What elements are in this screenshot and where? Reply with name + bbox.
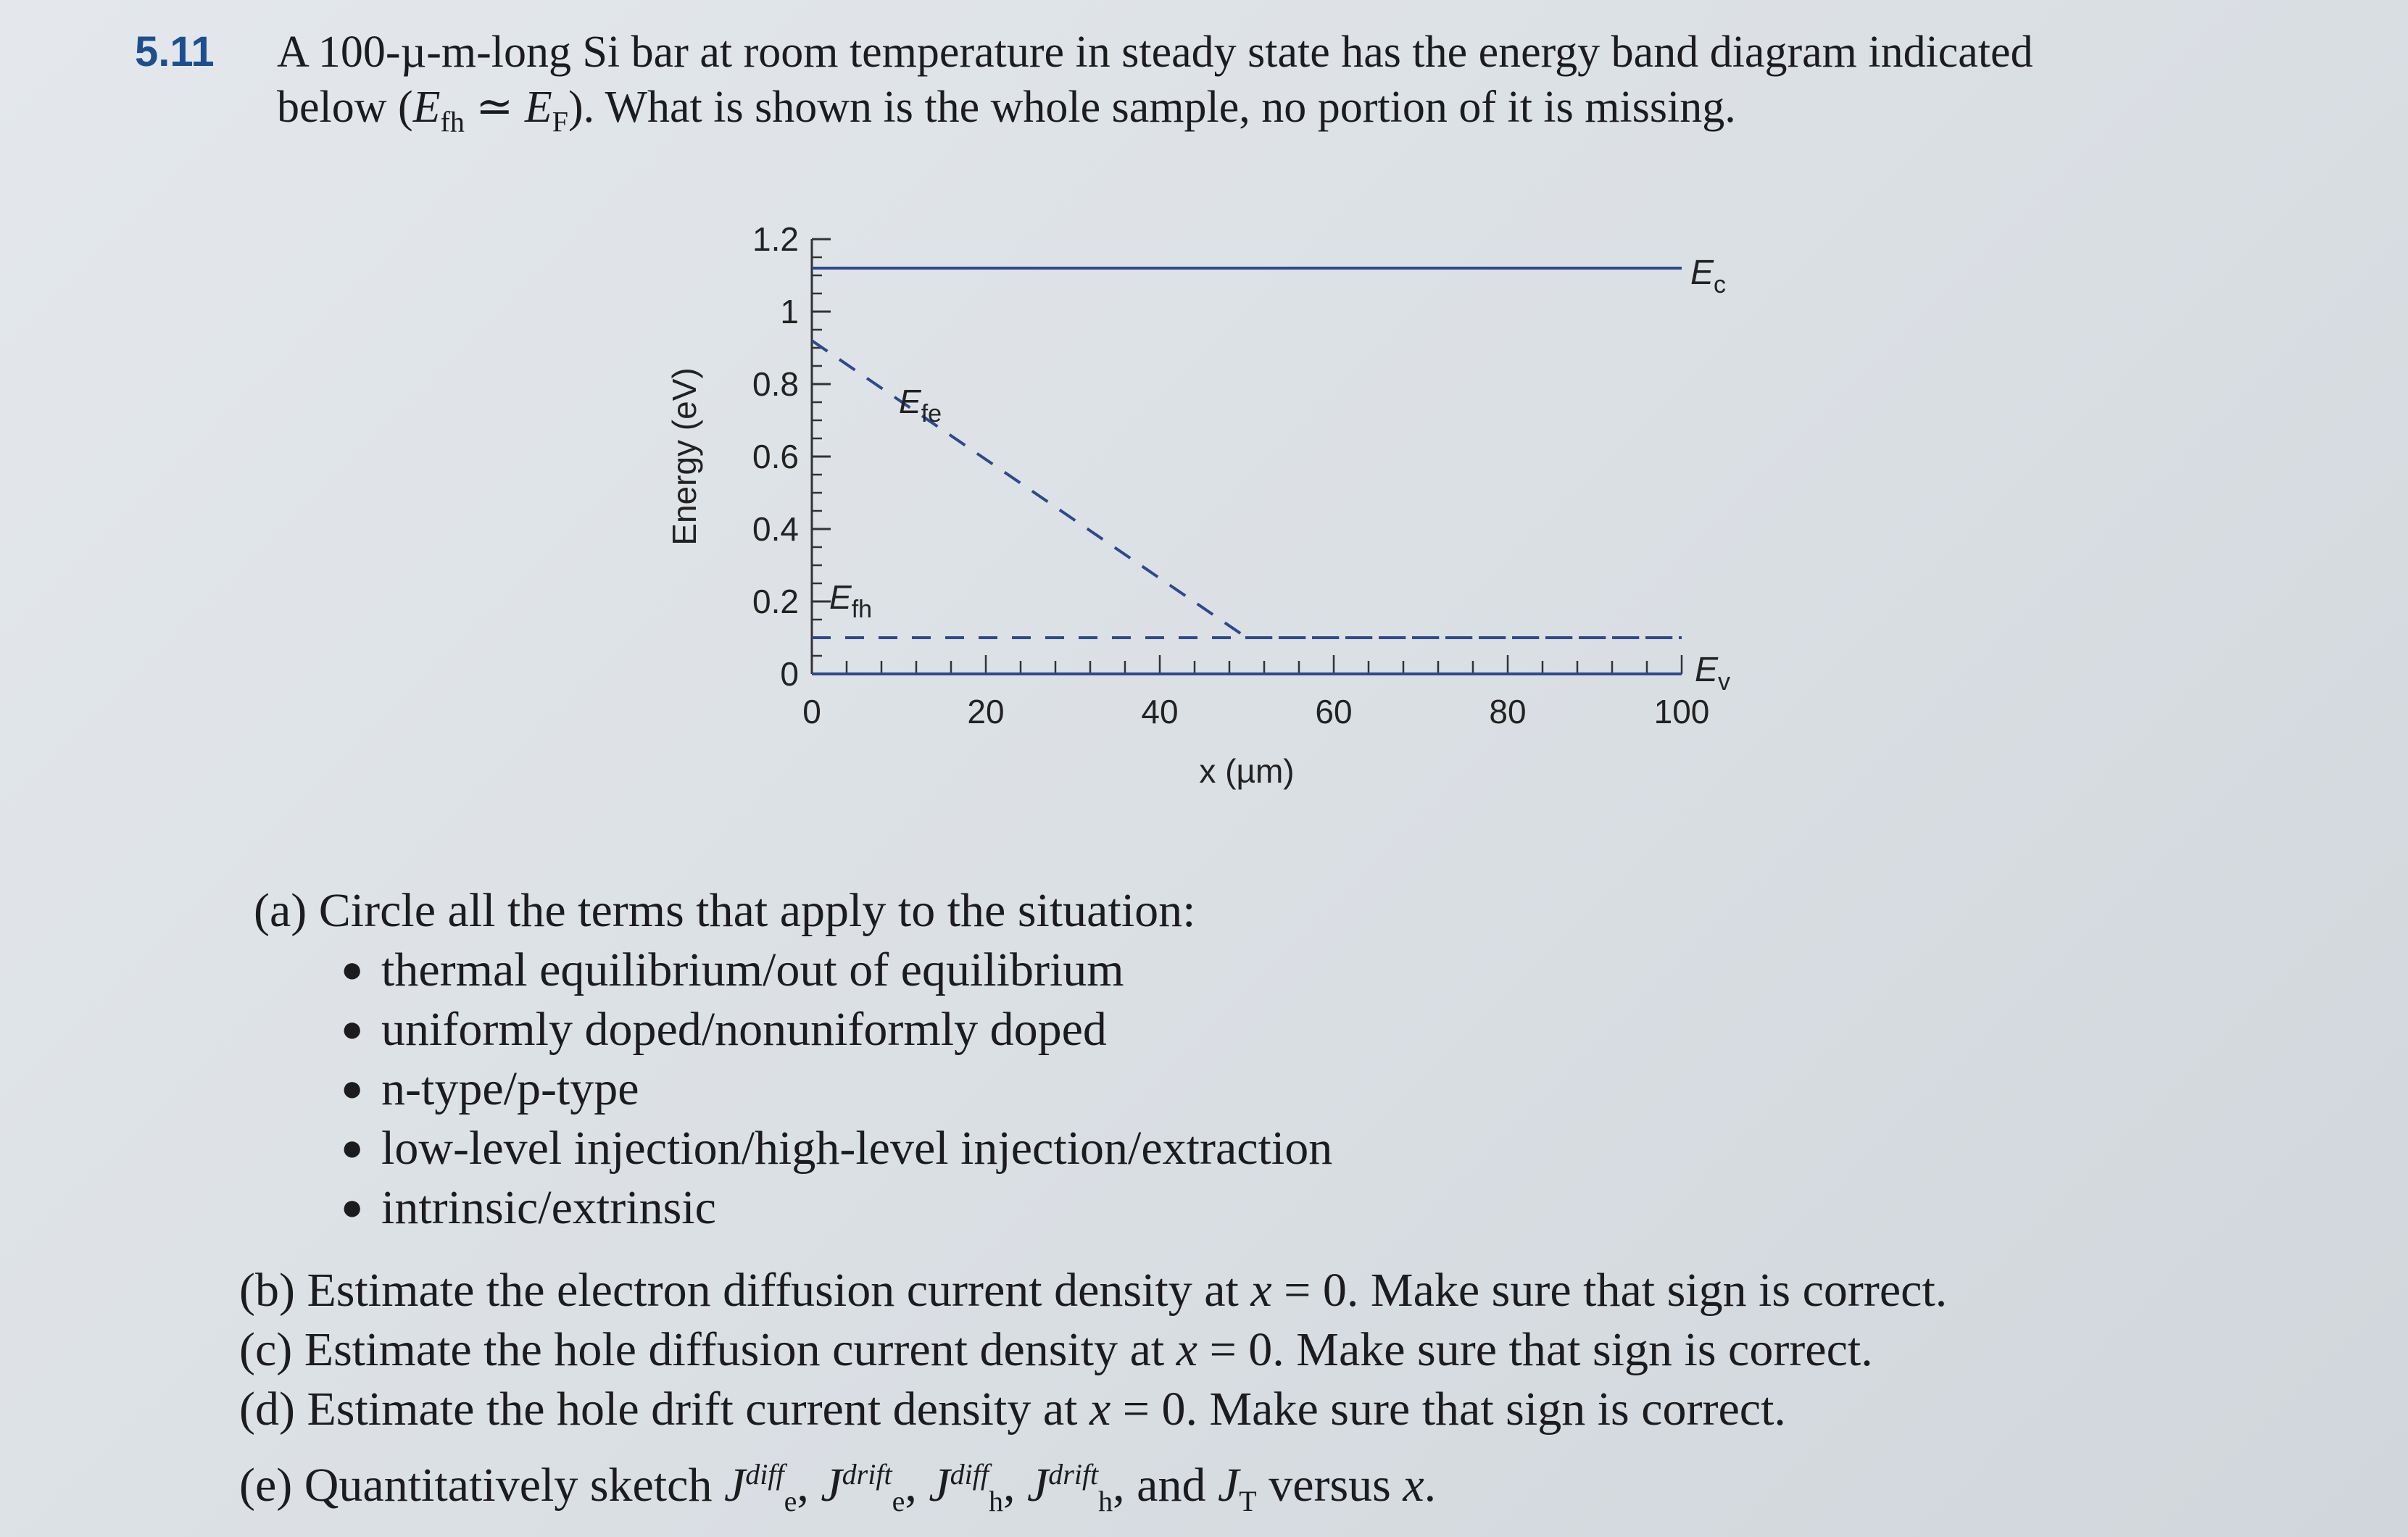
- axes-layer: [752, 220, 1709, 730]
- question-b-label: (b): [239, 1264, 295, 1317]
- y-tick-label: 0: [780, 655, 799, 693]
- question-d: [239, 1380, 1786, 1439]
- question-c-var: x: [1176, 1323, 1198, 1376]
- series-efe: [812, 341, 1682, 638]
- y-tick-label: 0.4: [752, 510, 799, 548]
- series-layer: [812, 268, 1682, 674]
- question-e-var: x: [1403, 1459, 1424, 1512]
- efh-label-sub: fh: [851, 596, 873, 623]
- question-c-label: (c): [239, 1323, 293, 1376]
- line2-pre: below (: [277, 83, 413, 132]
- problem-text: [277, 25, 2307, 149]
- bullet-dot-icon: ●: [341, 1009, 364, 1050]
- bullet-dot-icon: ●: [341, 1068, 364, 1109]
- j-symbol: J: [1026, 1459, 1049, 1512]
- comma: ,: [905, 1459, 929, 1512]
- efh-sub: fh: [440, 105, 465, 138]
- question-d-pre: Estimate the hole drift current density at: [307, 1383, 1089, 1436]
- j-sup-drift: drift: [1048, 1458, 1099, 1491]
- question-b-var: x: [1250, 1264, 1272, 1317]
- band-diagram-svg: [652, 210, 1812, 790]
- and-text: , and: [1113, 1459, 1218, 1512]
- bullet-text: uniformly doped/nonuniformly doped: [381, 1003, 1107, 1056]
- problem-line-2: [277, 80, 2307, 149]
- x-tick-label: 80: [1489, 693, 1527, 730]
- question-a: [254, 881, 1196, 941]
- question-e-pre: Quantitatively sketch: [304, 1459, 724, 1512]
- bullet-text: intrinsic/extrinsic: [381, 1181, 716, 1234]
- ef-symbol: E: [524, 83, 552, 132]
- efe-label-sub: fe: [921, 400, 942, 428]
- bullet-text: low-level injection/high-level injection/extraction: [381, 1122, 1333, 1175]
- y-axis-label: Energy (eV): [665, 367, 703, 546]
- x-tick-label: 20: [967, 693, 1005, 730]
- bullet-item: [341, 1059, 639, 1119]
- ev-label-sub: v: [1718, 668, 1731, 696]
- bullet-dot-icon: ●: [341, 1128, 364, 1169]
- comma: ,: [797, 1459, 821, 1512]
- j-symbol: J: [821, 1459, 842, 1512]
- efh-symbol: E: [412, 83, 441, 132]
- approx-sign: ≃: [464, 83, 525, 132]
- bullet-item: [341, 1000, 1107, 1059]
- period: .: [1424, 1459, 1437, 1512]
- efe-label-main: E: [899, 383, 921, 420]
- question-e-label: (e): [239, 1459, 293, 1512]
- band-diagram-figure: [652, 210, 1812, 790]
- y-tick-label: 0.2: [752, 583, 799, 620]
- ec-label: [1690, 254, 1726, 299]
- ef-sub: F: [552, 105, 568, 138]
- question-b: [239, 1261, 1947, 1320]
- j-sub-h: h: [1098, 1485, 1113, 1518]
- j-sub-t: T: [1239, 1485, 1257, 1518]
- bullet-item: [341, 1178, 716, 1238]
- y-tick-label: 1.2: [752, 220, 799, 258]
- x-tick-label: 60: [1315, 693, 1353, 730]
- ec-label-main: E: [1690, 254, 1714, 292]
- j-sub-e: e: [784, 1485, 797, 1518]
- question-d-label: (d): [239, 1383, 295, 1436]
- question-d-post: = 0. Make sure that sign is correct.: [1110, 1383, 1786, 1436]
- x-tick-label: 0: [802, 693, 821, 730]
- question-a-label: (a): [254, 884, 307, 937]
- ec-label-sub: c: [1714, 271, 1727, 299]
- question-d-var: x: [1089, 1383, 1111, 1436]
- j-symbol: J: [1217, 1459, 1240, 1512]
- x-tick-label: 40: [1141, 693, 1179, 730]
- ev-label: [1695, 651, 1730, 696]
- bullet-text: n-type/p-type: [381, 1062, 639, 1115]
- ev-label-main: E: [1695, 651, 1719, 689]
- j-sub-e: e: [892, 1485, 905, 1518]
- bullet-text: thermal equilibrium/out of equilibrium: [381, 944, 1124, 996]
- problem-line-1: A 100-µ-m-long Si bar at room temperature in steady state has the energy band diagram indicated: [277, 28, 2033, 77]
- question-e-post: versus: [1256, 1459, 1403, 1512]
- question-c-post: = 0. Make sure that sign is correct.: [1197, 1323, 1873, 1376]
- x-tick-label: 100: [1653, 693, 1710, 730]
- question-a-text: Circle all the terms that apply to the situation:: [318, 884, 1196, 937]
- j-sub-h: h: [988, 1485, 1003, 1518]
- efh-label-main: E: [829, 578, 852, 616]
- label-layer: [665, 254, 1730, 790]
- bullet-dot-icon: ●: [341, 1187, 364, 1228]
- efh-label: [829, 578, 872, 623]
- problem-number: 5.11: [135, 28, 215, 75]
- question-c-pre: Estimate the hole diffusion current density at: [304, 1323, 1176, 1376]
- comma: ,: [1002, 1459, 1027, 1512]
- bullet-item: [341, 941, 1124, 1000]
- y-tick-label: 1: [780, 293, 799, 330]
- x-axis-label: x (µm): [1199, 752, 1295, 790]
- bullet-dot-icon: ●: [341, 949, 364, 991]
- question-e: [239, 1445, 1436, 1531]
- bullet-item: [341, 1119, 1332, 1178]
- j-sup-drift: drift: [842, 1458, 892, 1491]
- y-tick-label: 0.6: [752, 438, 799, 475]
- question-b-pre: Estimate the electron diffusion current density at: [307, 1264, 1251, 1317]
- question-b-post: = 0. Make sure that sign is correct.: [1271, 1264, 1948, 1317]
- j-sup-diff: diff: [950, 1458, 989, 1491]
- j-sup-diff: diff: [745, 1458, 784, 1491]
- j-symbol: J: [723, 1459, 746, 1512]
- y-tick-label: 0.8: [752, 365, 799, 403]
- question-c: [239, 1320, 1873, 1380]
- j-symbol: J: [929, 1459, 950, 1512]
- line2-post: ). What is shown is the whole sample, no portion of it is missing.: [568, 83, 1736, 132]
- efe-label: [899, 383, 942, 428]
